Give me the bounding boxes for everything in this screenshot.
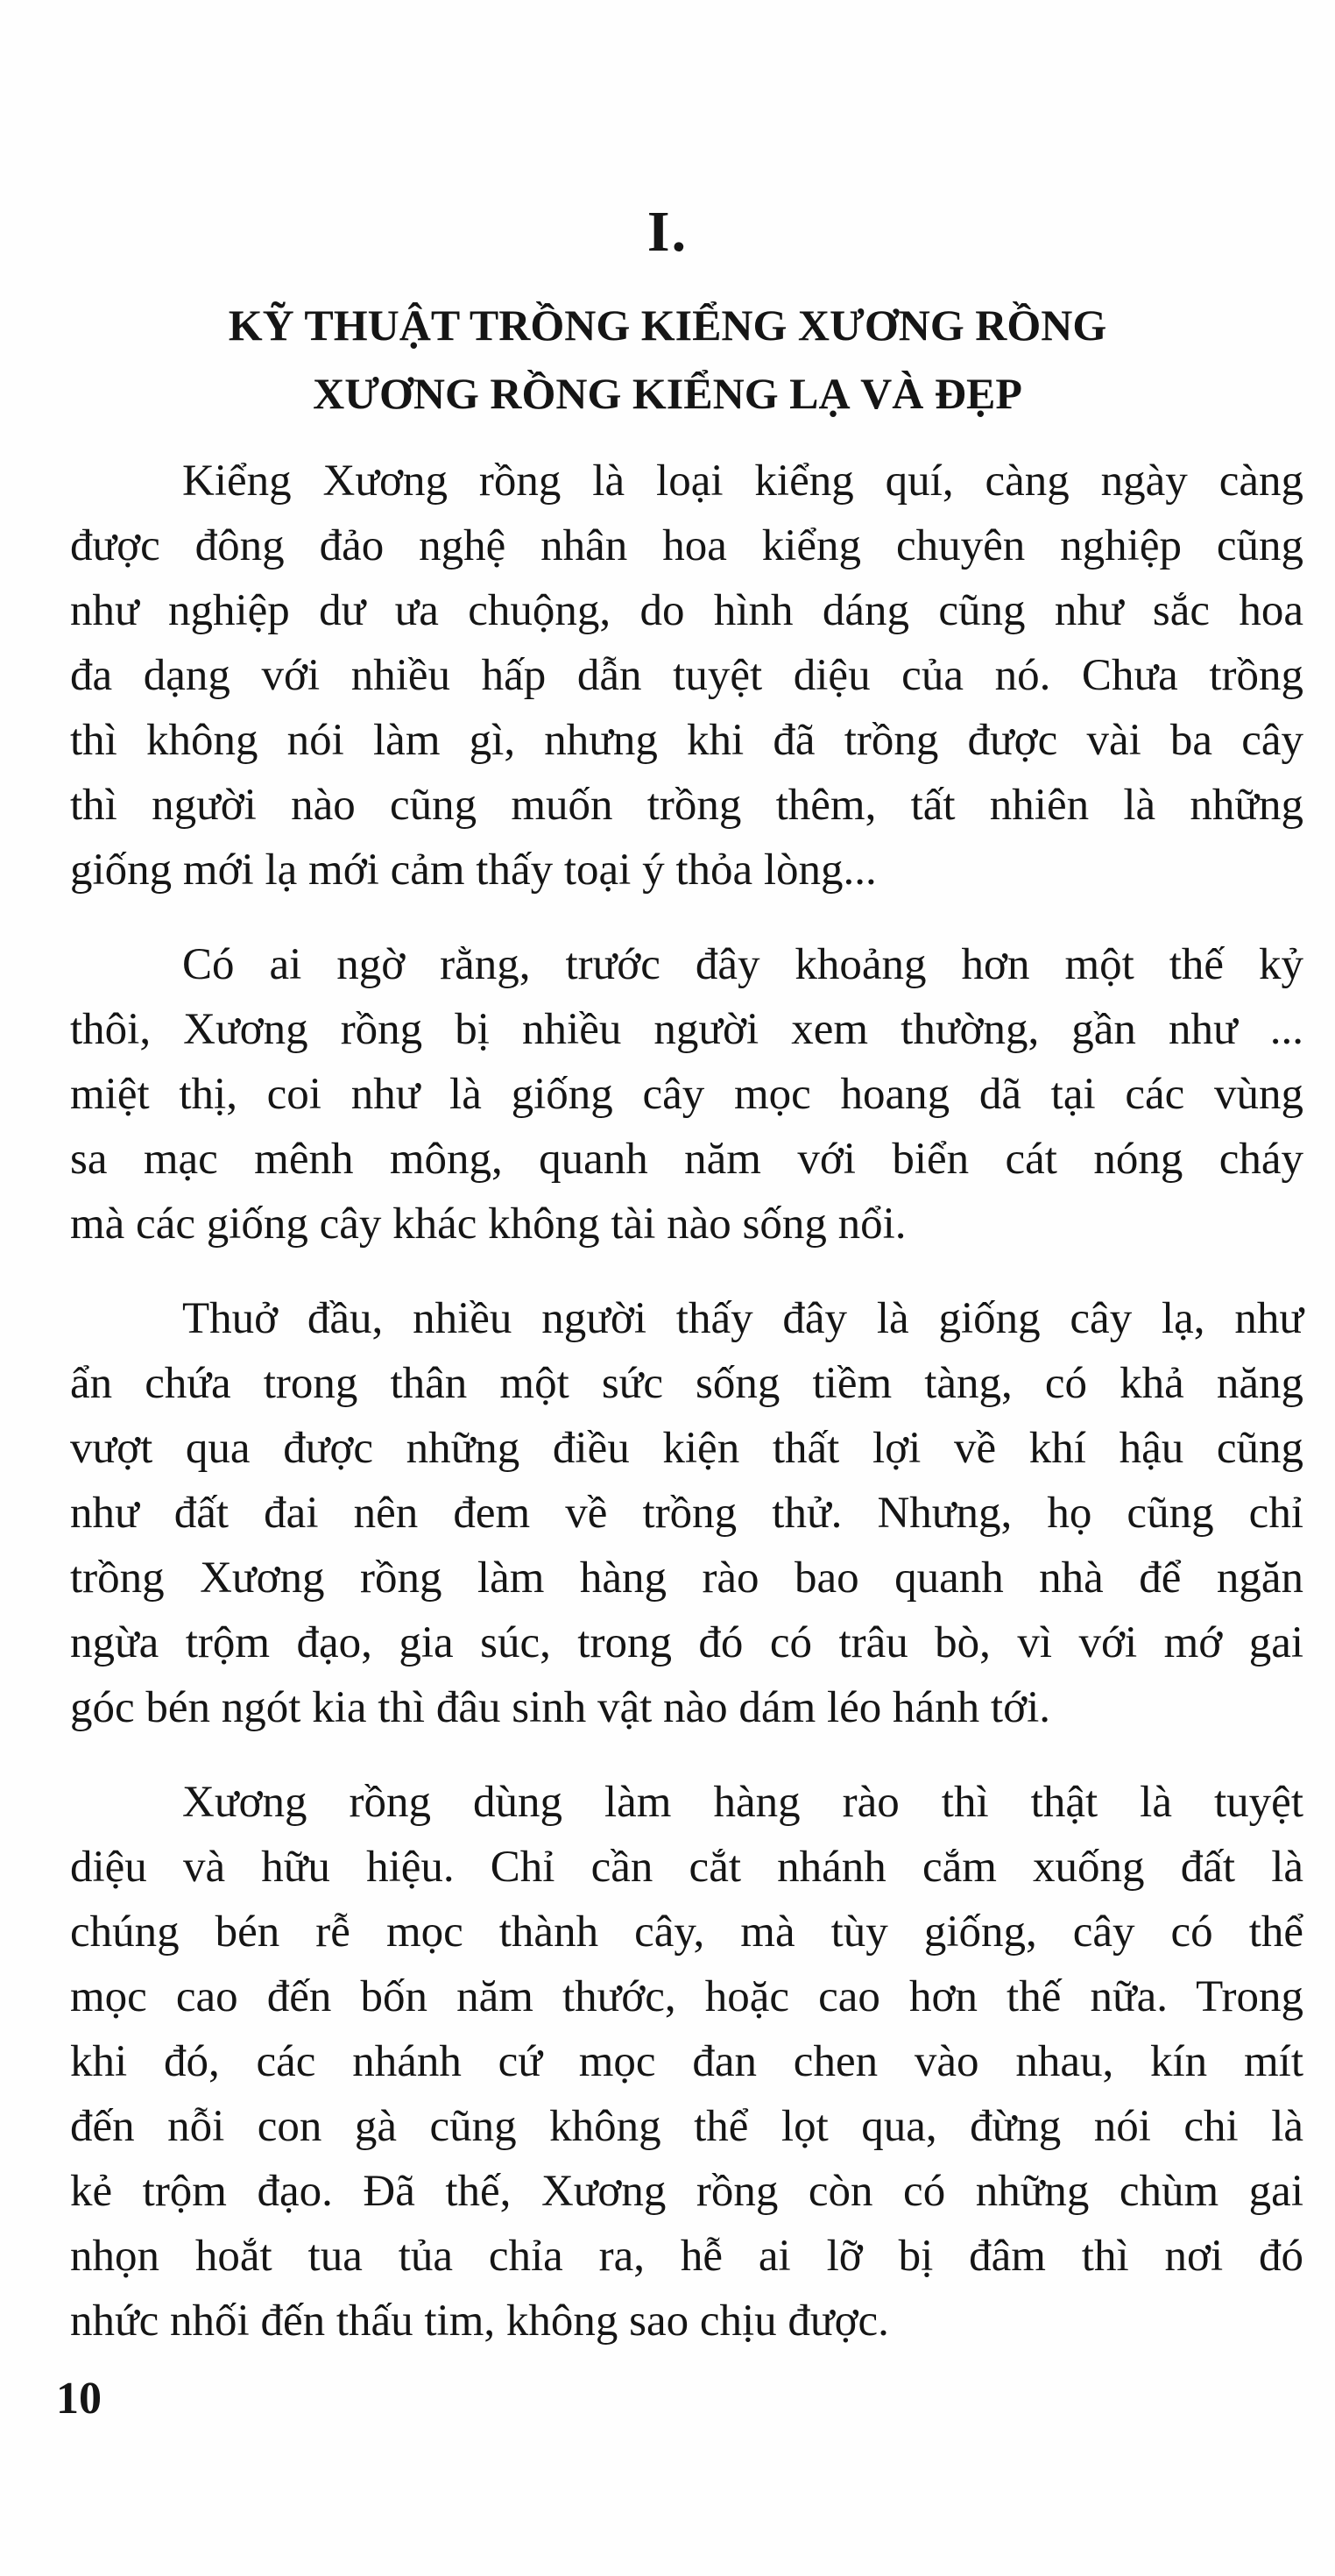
chapter-title-line-1: KỸ THUẬT TRỒNG KIỂNG XƯƠNG RỒNG [228,301,1107,350]
text-line: đa dạng với nhiều hấp dẫn tuyệt diệu của nó. Chưa trồng [70,651,1303,700]
body-text [70,449,1303,2383]
text-line: nhọn hoắt tua tủa chỉa ra, hễ ai lỡ bị đâm thì nơi đó [70,2232,1303,2281]
text-line: giống mới lạ mới cảm thấy toại ý thỏa lòng... [70,846,877,895]
text-line: ẩn chứa trong thân một sức sống tiềm tàng, có khả năng [70,1359,1303,1408]
text-line: khi đó, các nhánh cứ mọc đan chen vào nhau, kín mít [70,2037,1303,2086]
text-line: được đông đảo nghệ nhân hoa kiểng chuyên nghiệp cũng [70,521,1303,570]
chapter-number: I. [646,200,689,264]
text-line: Xương rồng dùng làm hàng rào thì thật là tuyệt [182,1778,1303,1827]
paragraph-4 [70,1770,1303,2353]
text-line: như nghiệp dư ưa chuộng, do hình dáng cũng như sắc hoa [70,586,1303,635]
page-number: 10 [56,2374,102,2424]
text-line: thì người nào cũng muốn trồng thêm, tất nhiên là những [70,781,1303,830]
paragraph-2 [70,932,1303,1256]
text-line: sa mạc mênh mông, quanh năm với biển cát nóng cháy [70,1135,1303,1184]
text-line: miệt thị, coi như là giống cây mọc hoang dã tại các vùng [70,1070,1303,1119]
text-line: thôi, Xương rồng bị nhiều người xem thường, gần như ... [70,1005,1303,1054]
text-line: mà các giống cây khác không tài nào sống nổi. [70,1200,907,1249]
paragraph-3 [70,1286,1303,1740]
paragraph-1 [70,449,1303,902]
text-line: thì không nói làm gì, nhưng khi đã trồng được vài ba cây [70,716,1303,765]
text-line: Kiểng Xương rồng là loại kiểng quí, càng ngày càng [182,456,1303,506]
text-line: nhức nhối đến thấu tim, không sao chịu được. [70,2296,889,2346]
text-line: Thuở đầu, nhiều người thấy đây là giống cây lạ, như [182,1294,1303,1343]
text-line: mọc cao đến bốn năm thước, hoặc cao hơn thế nữa. Trong [70,1972,1303,2021]
text-line: Có ai ngờ rằng, trước đây khoảng hơn một thế kỷ [182,940,1303,989]
text-line: kẻ trộm đạo. Đã thế, Xương rồng còn có những chùm gai [70,2167,1303,2216]
text-line: ngừa trộm đạo, gia súc, trong đó có trâu bò, vì với mớ gai [70,1618,1303,1667]
text-line: chúng bén rễ mọc thành cây, mà tùy giống, cây có thể [70,1907,1303,1957]
chapter-title-line-2: XƯƠNG RỒNG KIỂNG LẠ VÀ ĐẸP [313,369,1022,418]
text-line: như đất đai nên đem về trồng thử. Nhưng, họ cũng chỉ [70,1489,1303,1538]
text-line: trồng Xương rồng làm hàng rào bao quanh nhà để ngăn [70,1553,1303,1603]
text-line: vượt qua được những điều kiện thất lợi về khí hậu cũng [70,1424,1303,1473]
text-line: đến nỗi con gà cũng không thể lọt qua, đừng nói chi là [70,2102,1303,2151]
text-line: góc bén ngót kia thì đâu sinh vật nào dám léo hánh tới. [70,1683,1050,1732]
text-line: diệu và hữu hiệu. Chỉ cần cắt nhánh cắm xuống đất là [70,1843,1303,1892]
